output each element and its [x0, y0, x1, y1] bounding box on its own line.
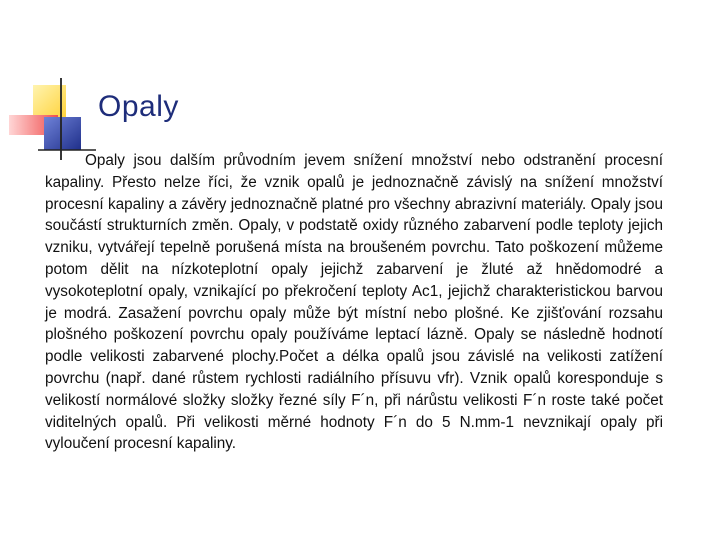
body-paragraph: Opaly jsou dalším průvodním jevem snížení množství nebo odstranění procesní kapaliny. Přesto nelze říci, že vznik opalů je jednoznačně závislý na snížení množství procesní kapaliny a závěry jednoznačně platné pro všechny abrazivní materiály. Opaly jsou součástí strukturních změn. Opaly, v podstatě oxidy různého zabarvení podle teploty jejich vzniku, vytvářejí tepelně porušená místa na broušeném povrchu. Tato poškození můžeme potom dělit na nízkoteplotní opaly jejichž zabarvení je žluté až hnědomodré a vysokoteplotní opaly, vznikající po překročení teploty Ac1, jejichž charakteristickou barvou je modrá. Zasažení povrchu opaly může být místní nebo plošné. Ke zjišťování rozsahu plošného poškození povrchu opaly používáme leptací lázně. Opaly se následně hodnotí podle velikosti zabarvené plochy.Počet a délka opalů jsou závislé na velikosti zatížení povrchu (např. dané růstem rychlosti radiálního přísuvu vfr). Vznik opalů koresponduje s velikostí normálové složky složky řezné síly F´n, při nárůstu velikosti F´n roste také počet viditelných opalů. Při velikosti měrné hodnoty F´n do 5 N.mm-1 nevznikají opaly při vyloučení procesní kapaliny.: [45, 152, 663, 453]
slide-title: Opaly: [98, 90, 179, 123]
slide-decoration: [0, 0, 100, 170]
blue-square: [44, 117, 81, 150]
